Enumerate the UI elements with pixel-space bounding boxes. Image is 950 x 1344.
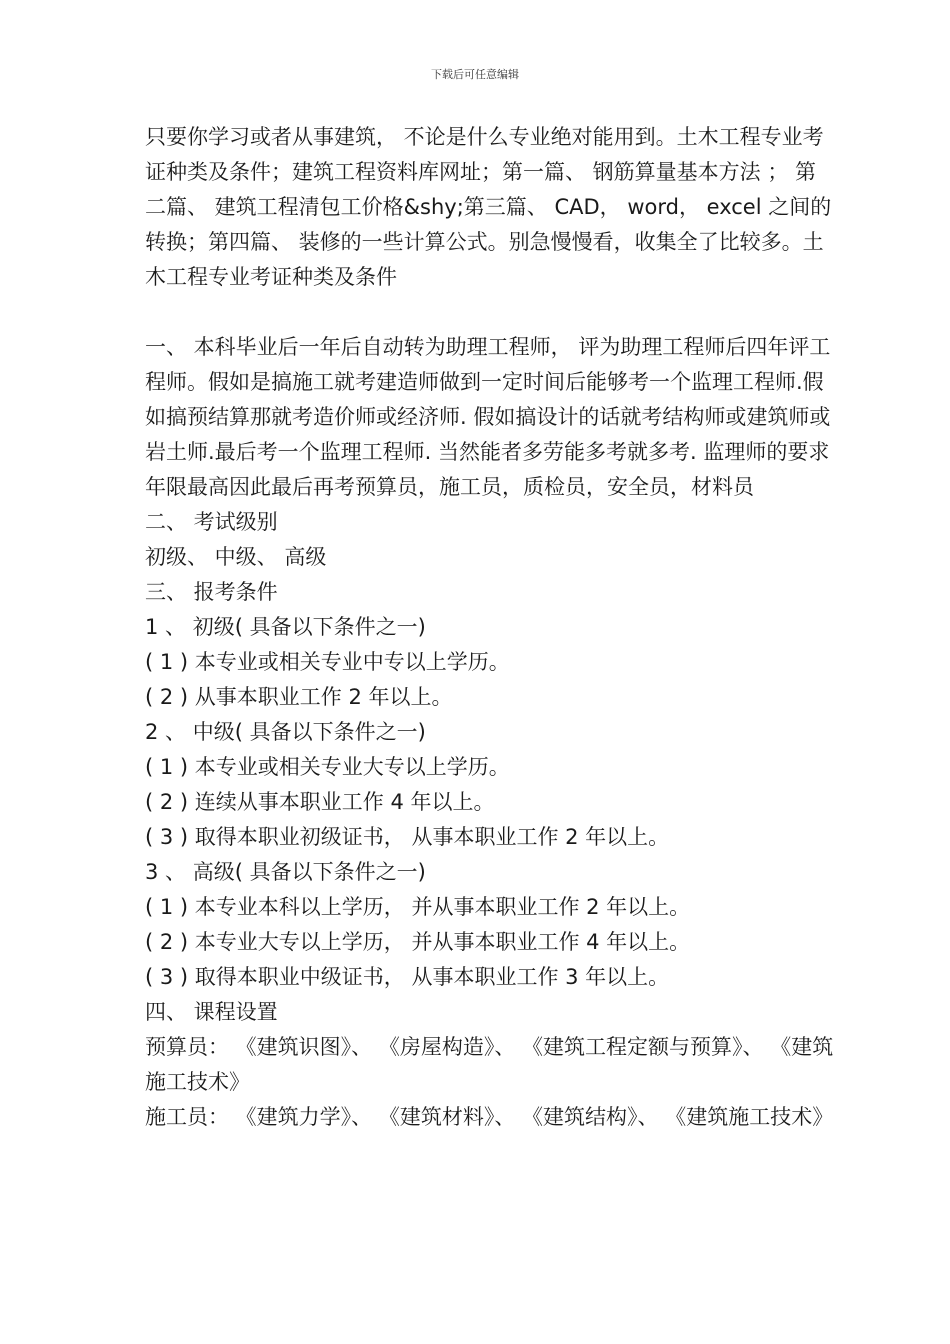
course-construction-clerk: 施工员： 《建筑力学》、 《建筑材料》、 《建筑结构》、 《建筑施工技术》 <box>145 1105 834 1129</box>
section-three-heading: 三、 报考条件 <box>145 580 278 604</box>
senior-condition-3: ( 3 ) 取得本职业中级证书， 从事本职业工作 3 年以上。 <box>145 965 670 989</box>
junior-condition-2: ( 2 ) 从事本职业工作 2 年以上。 <box>145 685 453 709</box>
intermediate-condition-2: ( 2 ) 连续从事本职业工作 4 年以上。 <box>145 790 495 814</box>
section-four-heading: 四、 课程设置 <box>145 1000 278 1024</box>
section-two-heading: 二、 考试级别 <box>145 510 278 534</box>
paragraph-spacer <box>145 295 835 330</box>
junior-level-heading: 1 、 初级( 具备以下条件之一) <box>145 615 426 639</box>
intro-paragraph: 只要你学习或者从事建筑， 不论是什么专业绝对能用到。土木工程专业考证种类及条件；建筑工程资料库网址；第一篇、 钢筋算量基本方法 ； 第二篇、 建筑工程清包工价格&shy;第三篇、 CAD， word， excel 之间的转换；第四篇、 装修的一些计算公式。别急慢慢看，收集全了比较多。土木工程专业考证种类及条件 <box>145 125 832 289</box>
intermediate-level-heading: 2 、 中级( 具备以下条件之一) <box>145 720 426 744</box>
senior-level-heading: 3 、 高级( 具备以下条件之一) <box>145 860 426 884</box>
course-budget-clerk: 预算员： 《建筑识图》、 《房屋构造》、 《建筑工程定额与预算》、 《建筑施工技术》 <box>145 1035 834 1094</box>
senior-condition-2: ( 2 ) 本专业大专以上学历， 并从事本职业工作 4 年以上。 <box>145 930 691 954</box>
exam-levels: 初级、 中级、 高级 <box>145 545 327 569</box>
senior-condition-1: ( 1 ) 本专业本科以上学历， 并从事本职业工作 2 年以上。 <box>145 895 691 919</box>
section-one-paragraph: 一、 本科毕业后一年后自动转为助理工程师， 评为助理工程师后四年评工程师。假如是搞施工就考建造师做到一定时间后能够考一个监理工程师.假如搞预结算那就考造价师或经济师. 假如搞设计的话就考结构师或建筑师或岩土师.最后考一个监理工程师. 当然能者多劳能多考就多考. 监理师的要求年限最高因此最后再考预算员，施工员，质检员，安全员，材料员 <box>145 335 831 499</box>
junior-condition-1: ( 1 ) 本专业或相关专业中专以上学历。 <box>145 650 510 674</box>
intermediate-condition-1: ( 1 ) 本专业或相关专业大专以上学历。 <box>145 755 510 779</box>
document-body <box>145 120 835 1135</box>
intermediate-condition-3: ( 3 ) 取得本职业初级证书， 从事本职业工作 2 年以上。 <box>145 825 670 849</box>
page-header: 下载后可任意编辑 <box>431 68 519 81</box>
